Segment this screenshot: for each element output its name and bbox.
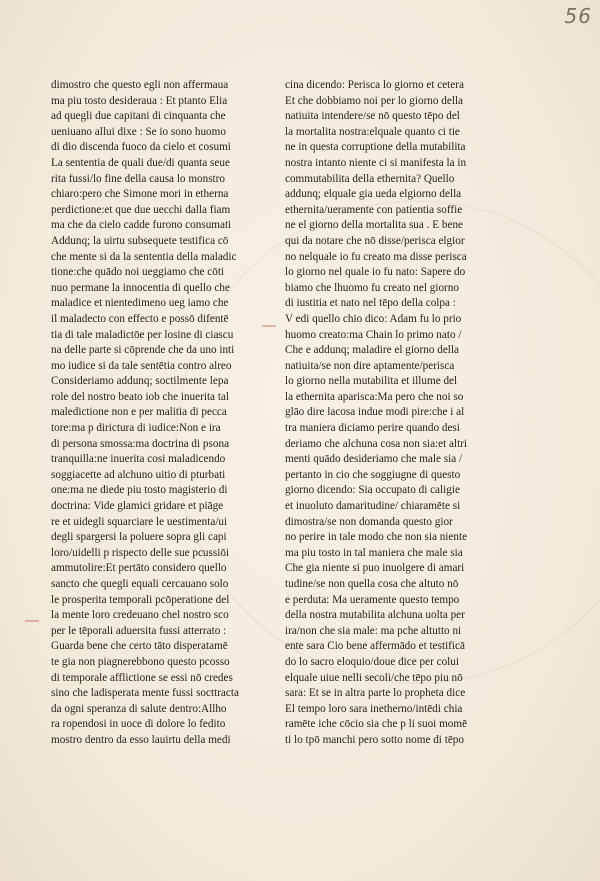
text-line: ra ropendosi in uoce di dolore lo fedito xyxy=(51,718,226,731)
text-line: la mente loro credeuano chel nostro sco xyxy=(51,609,229,622)
text-line: role del nostro beato iob che inuerita tal xyxy=(51,390,230,403)
text-line: qui da notare che nō disse/perisca elgior xyxy=(285,234,465,247)
text-line: El tempo loro sara inetherno/intēdi chia xyxy=(285,702,463,715)
text-line: ne el giorno della mortalita sua . E bene xyxy=(285,219,464,232)
text-line: chiaro:pero che Simone mori in etherna xyxy=(51,188,229,201)
text-line: elquale uiue nelli secoli/che tēpo piu nō xyxy=(285,671,463,684)
text-line: menti quādo desideriamo che male sia / xyxy=(285,453,463,466)
text-line: mo iudice si da tale sentētia contro alreo xyxy=(51,359,232,372)
text-line: no perire in tale modo che non sia niente xyxy=(285,531,468,544)
text-line: cina dicendo: Perisca lo giorno et cetera xyxy=(285,79,464,91)
text-line: commutabilita della ethernita? Quello xyxy=(285,172,455,185)
text-line: pertanto in cio che soggiugne di questo xyxy=(285,468,461,481)
text-line: e perduta: Ma ueramente questo tempo xyxy=(285,593,460,606)
text-line: lo giorno nel quale io fu nato: Sapere do xyxy=(285,266,466,279)
text-line: glāo dire lacosa indue modi pire:che i al xyxy=(285,406,465,419)
text-line: di iustitia et nato nel tēpo della colpa : xyxy=(285,297,456,310)
text-line: re et uidegli squarciare le uestimenta/ui xyxy=(51,515,228,528)
text-line: no nelquale io fu creato ma disse perisca xyxy=(285,250,467,263)
text-line: deriamo che alchuna cosa non sia:et altri xyxy=(285,437,468,450)
text-line: addunq; elquale gia ueda elgiorno della xyxy=(285,188,462,201)
text-line: ma piu tosto desideraua : Et ptanto Elia xyxy=(51,94,228,107)
text-line: ethernita/ueramente con patientia soffie xyxy=(285,203,463,216)
text-line: V edi quello chio dico: Adam fu lo prio xyxy=(285,312,462,325)
text-line: rita fussi/lo fine della causa lo monstro xyxy=(51,172,225,185)
text-line: dimostra/se non domanda questo gior xyxy=(285,515,453,528)
text-line: ma che da cielo cadde furono consumati xyxy=(51,219,232,232)
text-line: perdictione:et que due uecchi dalla fiam xyxy=(51,203,231,216)
text-line: tione:che quādo noi ueggiamo che cōti xyxy=(51,266,225,279)
text-line: Et che dobbiamo noi per lo giorno della xyxy=(285,94,464,107)
text-line: Che gia niente si puo inuolgere di amari xyxy=(285,562,465,575)
text-line: ne in questa corruptione della mutabilita xyxy=(285,141,466,154)
text-line: doctrina: Vide glamici gridare et piāge xyxy=(51,500,224,513)
text-line: dimostro che questo egli non affermaua xyxy=(51,79,229,91)
text-line: nuo permane la innocentia di quello che xyxy=(51,281,230,294)
text-line: et inuoluto damaritudine/ chiaramēte si xyxy=(285,500,461,513)
text-line: na delle parte si cōprende che da uno inti xyxy=(51,344,235,357)
text-line: la ethernita aparisca:Ma pero che noi so xyxy=(285,390,464,403)
text-line: do lo sacro eloquio/doue dice per colui xyxy=(285,655,459,668)
text-line: sancto che quegli equali cercauano solo xyxy=(51,578,229,590)
text-line: della nostra mutabilita alchuna uolta per xyxy=(285,609,465,622)
text-line: di persona smossa:ma doctrina di psona xyxy=(51,437,230,450)
text-line: di temporale afflictione se essi nō credes xyxy=(51,671,233,684)
text-line: che mente si da la sententia della maladic xyxy=(51,250,237,263)
text-line: Addunq; la uirtu subsequete testifica cō xyxy=(51,234,229,247)
text-line: one:ma ne diede piu tosto magisterio di xyxy=(51,484,228,497)
text-line: di dio discenda fuoco da cielo et cosumi xyxy=(51,141,231,154)
text-line: loro/uidelli p rispecto delle sue pcussiōi xyxy=(51,546,230,559)
text-line: ueniuano allui dixe : Se io sono huomo xyxy=(51,125,226,138)
margin-mark-left xyxy=(25,620,39,622)
text-line: tia di tale maladictōe per losine di ciascu xyxy=(51,328,234,341)
text-line: la mortalita nostra:elquale quanto ci tie xyxy=(285,125,460,138)
text-line: per le tēporali aduersita fussi atterrato : xyxy=(51,624,227,637)
text-line: tudine/se non quella cosa che altuto nō xyxy=(285,578,459,590)
text-line: sara: Et se in altra parte lo propheta dice xyxy=(285,687,466,700)
text-line: La sententia de quali due/di quanta seue xyxy=(51,156,230,169)
text-line: le prosperita temporali pcōperatione del xyxy=(51,593,230,606)
text-line: biamo che lhuomo fu creato nel giorno xyxy=(285,281,459,294)
text-line: te gia non piagnerebbono questo pcosso xyxy=(51,655,230,668)
text-line: tranquilla:ne inuerita cosi maladicendo xyxy=(51,453,226,466)
text-line: natiuita/se non dire aptamente/perisca xyxy=(285,359,455,372)
text-line: giorno dicendo: Sia occupato di caligie xyxy=(285,484,460,497)
text-line: maledictione non e per malitia di pecca xyxy=(51,406,227,419)
text-line: nostra intanto niente ci si manifesta la in xyxy=(285,156,467,169)
text-line: il maladecto con effecto e possō difentē xyxy=(51,312,229,325)
left-text-column xyxy=(51,78,303,749)
text-line: lo giorno nella mutabilita et illume del xyxy=(285,375,458,388)
text-line: mostro dentro da esso lauirtu della medi xyxy=(51,733,231,746)
text-line: Guarda bene che certo tāto disperatamē xyxy=(51,640,228,653)
text-line: ente sara Cio bene affermādo et testificā xyxy=(285,640,465,653)
text-line: ramēte iche cōcio sia che p li suoi momē xyxy=(285,718,468,731)
text-line: soggiacette ad alchuno uitio di pturbati xyxy=(51,468,226,481)
text-line: tra maniera diciamo perire quando desi xyxy=(285,422,460,435)
text-line: degli spargersi la poluere sopra gli capi xyxy=(51,531,227,544)
text-line: Che e addunq; maladire el giorno della xyxy=(285,344,459,357)
text-line: natiuita intendere/se nō questo tēpo del xyxy=(285,110,460,123)
text-line: ad quegli due capitani di cinquanta che xyxy=(51,110,226,123)
folio-number: 56 xyxy=(564,4,592,28)
text-line: ti lo tpō manchi pero sotto nome di tēpo xyxy=(285,733,464,746)
text-line: Consideriamo addunq; soctilmente lepa xyxy=(51,375,229,388)
text-line: maladice et nientedimeno ueg iamo che xyxy=(51,297,229,310)
text-line: tore:ma p dirictura di iudice:Non e ira xyxy=(51,422,221,435)
text-line: da ogni speranza di salute dentro:Allho xyxy=(51,702,227,715)
text-line: ammutolire:Et pertāto considero quello xyxy=(51,562,227,575)
right-text-column xyxy=(285,78,537,749)
text-line: ira/non che sia male: ma pche altutto ni xyxy=(285,624,462,637)
text-line: huomo creato:ma Chain lo primo nato / xyxy=(285,328,462,341)
text-line: ma piu tosto in tal maniera che male sia xyxy=(285,546,463,559)
text-line: sino che ladisperata mente fussi socttracta xyxy=(51,687,239,700)
